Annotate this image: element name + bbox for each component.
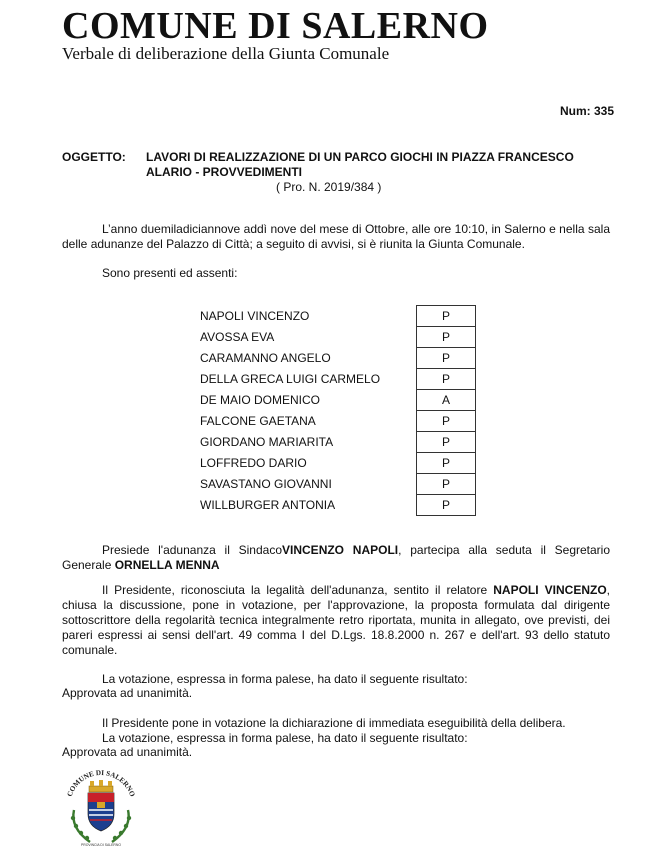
presidente-post: , chiusa la discussione, pone in votazione, per l'approvazione, la proposta formulata dal dirigente sottoscrittore della regolarità tecnica integralmente retro riportata, munita in allegato, ove previsti, dei pareri espressi ai sensi dell'art. 49 comma I del D.Lgs. 18.8.2000 n. 267 e dell'art. 93 dello statuto comunale. <box>62 583 610 657</box>
attendance-row <box>196 432 476 453</box>
page-title: COMUNE DI SALERNO <box>62 5 489 47</box>
attendee-name: AVOSSA EVA <box>200 330 275 344</box>
attendance-row <box>196 411 476 432</box>
attendance-status: P <box>417 432 476 453</box>
sindaco-name: VINCENZO NAPOLI <box>282 543 399 557</box>
attendance-status: P <box>417 411 476 432</box>
attendee-name: CARAMANNO ANGELO <box>200 351 331 365</box>
vote-result-1: Approvata ad unanimità. <box>62 686 193 700</box>
attendance-row <box>196 453 476 474</box>
attendance-status: A <box>417 390 476 411</box>
attendance-status: P <box>417 495 476 516</box>
attendee-name: WILLBURGER ANTONIA <box>200 498 336 512</box>
presiede-paragraph <box>62 543 610 573</box>
attendance-status: P <box>417 369 476 390</box>
municipal-seal-icon <box>56 766 146 848</box>
attendee-name: DELLA GRECA LUIGI CARMELO <box>200 372 381 386</box>
attendee-name: GIORDANO MARIARITA <box>200 435 334 449</box>
page-subtitle: Verbale di deliberazione della Giunta Comunale <box>62 44 390 63</box>
attendee-name: FALCONE GAETANA <box>200 414 316 428</box>
vote-text-1: La votazione, espressa in forma palese, ha dato il seguente risultato: <box>102 672 468 686</box>
attendee-name: LOFFREDO DARIO <box>200 456 307 470</box>
subject-text: LAVORI DI REALIZZAZIONE DI UN PARCO GIOCHI IN PIAZZA FRANCESCO ALARIO - PROVVEDIMENTI <box>146 150 574 179</box>
vote-text-2: La votazione, espressa in forma palese, ha dato il seguente risultato: <box>102 731 468 745</box>
attendance-status: P <box>417 474 476 495</box>
attendance-status: P <box>417 306 476 327</box>
presiede-pre: Presiede l'adunanza il Sindaco <box>102 543 283 557</box>
attendee-name: NAPOLI VINCENZO <box>200 309 310 323</box>
vote-result-2: Approvata ad unanimità. <box>62 745 193 759</box>
seal-text-top: COMUNE DI SALERNO <box>65 768 137 798</box>
attendance-table <box>196 305 476 516</box>
seal-text-bottom: PROVINCIA DI SALERNO <box>81 843 121 847</box>
subject-label: OGGETTO: <box>62 150 126 164</box>
attendance-status: P <box>417 348 476 369</box>
intro-paragraph: L’anno duemiladiciannove addì nove del mese di Ottobre, alle ore 10:10, in Salerno e nella sala delle adunanze del Palazzo di Città; a seguito di avvisi, si è riunita la Giunta Comunale. <box>62 222 610 251</box>
attendance-row <box>196 327 476 348</box>
attendance-row <box>196 474 476 495</box>
attendance-row <box>196 495 476 516</box>
attendance-label: Sono presenti ed assenti: <box>102 266 238 280</box>
attendance-row <box>196 348 476 369</box>
deliberation-number: Num: 335 <box>559 104 614 118</box>
attendance-row <box>196 369 476 390</box>
attendance-row <box>196 390 476 411</box>
attendance-row <box>196 306 476 327</box>
attendee-name: SAVASTANO GIOVANNI <box>200 477 332 491</box>
attendee-name: DE MAIO DOMENICO <box>200 393 321 407</box>
presidente-paragraph <box>62 583 610 658</box>
presidente-pre: Il Presidente, riconosciuta la legalità dell'adunanza, sentito il relatore <box>102 583 494 597</box>
segretario-name: ORNELLA MENNA <box>114 558 220 572</box>
immediate-execution-text: Il Presidente pone in votazione la dichiarazione di immediata eseguibilità della delibera. <box>102 716 566 730</box>
attendance-status: P <box>417 453 476 474</box>
relatore-name: NAPOLI VINCENZO <box>493 583 607 597</box>
protocol-number: ( Pro. N. 2019/384 ) <box>276 180 382 194</box>
presiede-mid: , partecipa alla seduta il Segretario Generale <box>62 543 611 572</box>
attendance-status: P <box>417 327 476 348</box>
